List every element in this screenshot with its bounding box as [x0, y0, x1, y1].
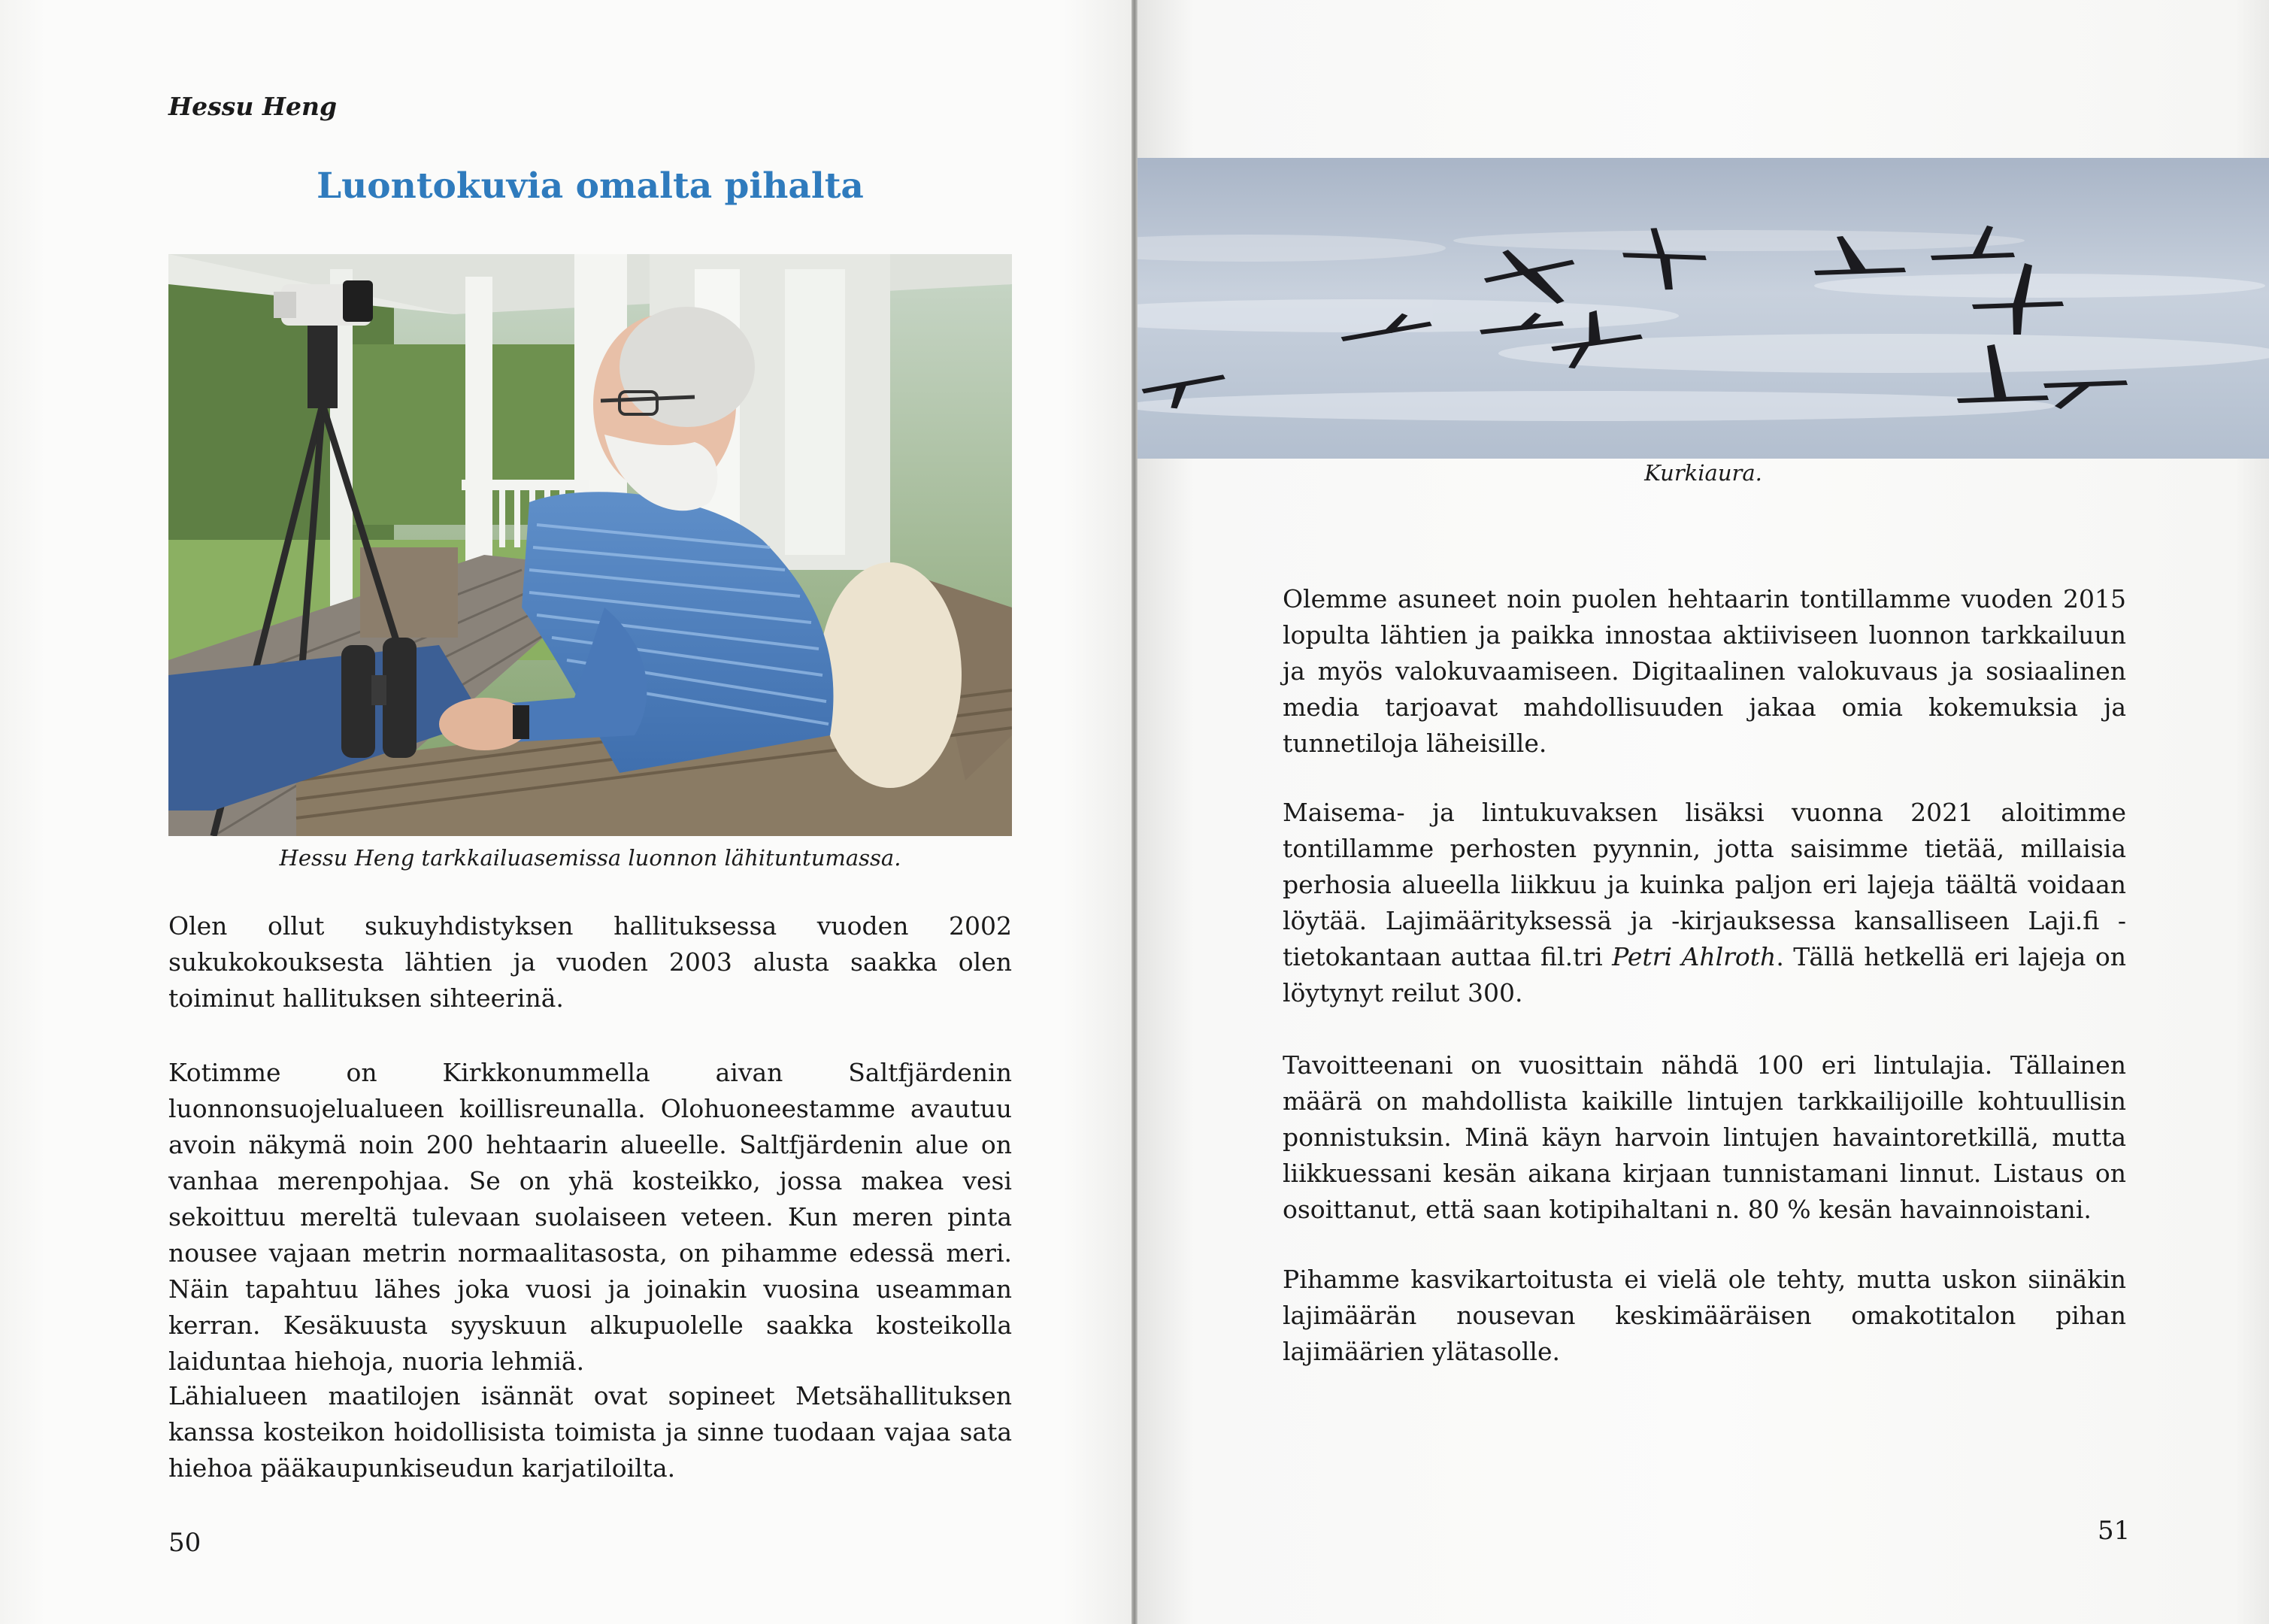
right-paragraph-2-text: Maisema- ja lintukuvaksen lisäksi vuonna 2021 aloitimme tontillamme perhosten pyynnin, jotta saisimme tietää, millaisia perhosia alueella liikkuu ja kuinka paljon eri lajeja täältä voidaan löytää. Lajimäärityksessä ja -kirjauksessa kansalliseen Laji.fi -tietokantaan auttaa fil.tri [1283, 798, 2126, 971]
photo-caption-man: Hessu Heng tarkkailuasemissa luonnon lähituntumassa. [279, 845, 901, 871]
photo-caption-cranes: Kurkiaura. [1644, 460, 1762, 486]
right-paragraph-2-end: . Tällä hetkellä eri lajeja on löytynyt reilut 300. [1283, 942, 2126, 1007]
photo-cranes-flock [1138, 158, 2269, 459]
article-title: Luontokuvia omalta pihalta [317, 165, 864, 207]
left-paragraph-2: Kotimme on Kirkkonummella aivan Saltfjärdenin luonnonsuojelualueen koillisreunalla. Olohuoneestamme avautuu avoin näkymä noin 200 hehtaarin alueelle. Saltfjärdenin alue on vanhaa merenpohjaa. Se on yhä kosteikko, jossa makea vesi sekoittuu mereltä tulevaan suolaiseen veteen. Kun meren pinta nousee vajaan metrin normaalitasosta, on pihamme edessä meri. Näin tapahtuu lähes joka vuosi ja joinakin vuosina useamman kerran. Kesäkuusta syyskuun alkupuolelle saakka kosteikolla laiduntaa hiehoja, nuoria lehmiä. [168, 1058, 1012, 1376]
person-name: Petri Ahlroth [1612, 942, 1777, 971]
left-paragraph-1: Olen ollut sukuyhdistyksen hallituksessa vuoden 2002 sukukokouksesta lähtien ja vuoden 2003 alusta saakka olen toiminut hallituksen sihteerinä. [168, 911, 1012, 1013]
book-spine [1131, 0, 1138, 1624]
page-number-right: 51 [2098, 1516, 2131, 1546]
right-paragraph-2 [1283, 795, 2126, 1011]
right-paragraph-3: Tavoitteenani on vuosittain nähdä 100 eri lintulajia. Tällainen määrä on mahdollista kaikille lintujen tarkkailijoille kohtuullisin ponnistuksin. Minä käyn harvoin lintujen havaintoretkillä, mutta liikkuessani kesän aikana kirjaan tunnistamani linnut. Listaus on osoittanut, että saan kotipihaltani n. 80 % kesän havainnoistani. [1283, 1050, 2126, 1224]
porch-photo-illustration [168, 254, 1012, 836]
page-number-left: 50 [168, 1528, 201, 1558]
cranes-photo-illustration [1138, 158, 2269, 459]
right-paragraph-4: Pihamme kasvikartoitusta ei vielä ole tehty, mutta uskon siinäkin lajimäärän nousevan keskimääräisen omakotitalon pihan lajimäärien ylätasolle. [1283, 1265, 2126, 1366]
photo-man-on-porch [168, 254, 1012, 836]
author-name: Hessu Heng [168, 92, 338, 121]
left-page [0, 0, 1131, 1624]
left-paragraph-3: Lähialueen maatilojen isännät ovat sopineet Metsähallituksen kanssa kosteikon hoidollisista toimista ja sinne tuodaan vajaa sata hiehoa pääkaupunkiseudun karjatiloilta. [168, 1381, 1012, 1483]
right-page [1138, 0, 2269, 1624]
right-paragraph-1: Olemme asuneet noin puolen hehtaarin tontillamme vuoden 2015 lopulta lähtien ja paikka innostaa aktiiviseen luonnon tarkkailuun ja myös valokuvaamiseen. Digitaalinen valokuvaus ja sosiaalinen media tarjoavat mahdollisuuden jakaa omia kokemuksia ja tunnetiloja läheisille. [1283, 584, 2126, 758]
